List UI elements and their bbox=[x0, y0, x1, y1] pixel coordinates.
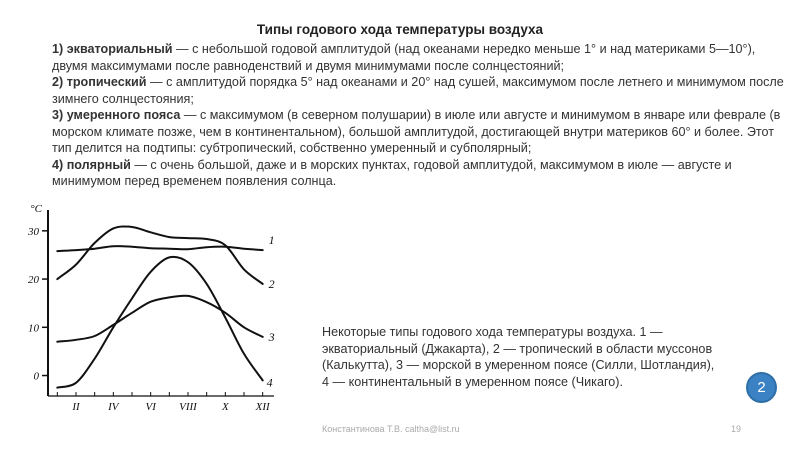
x-tick-label: IV bbox=[108, 401, 119, 413]
figure-caption: Некоторые типы годового хода температуры воздуха. 1 — экваториальный (Джакарта), 2 — тропический в области муссонов (Калькутта), 3 — морской в умеренном поясе (Силли, Шотландия), 4 — континентальный в умеренном поясе (Чикаго). bbox=[322, 325, 715, 389]
item-equatorial bbox=[12, 41, 792, 74]
series-label-1: 1 bbox=[268, 233, 275, 248]
x-tick-label: VI bbox=[145, 401, 156, 413]
series-label-2: 2 bbox=[268, 276, 275, 291]
y-tick-label: 30 bbox=[28, 225, 39, 238]
chart-svg bbox=[10, 198, 300, 422]
item-text: — с очень большой, даже и в морских пунктах, годовой амплитудой, максимумом в июле — августе и минимумом перед временем появления солнца. bbox=[52, 157, 732, 188]
series-line-2 bbox=[57, 226, 262, 283]
chart-series bbox=[57, 226, 262, 387]
x-tick-label: X bbox=[221, 401, 229, 413]
item-text: — с максимумом (в северном полушарии) в июле или августе и минимумом в январе или феврале (в морском климате позже, чем в континентальном), большой амплитудой, достигающей внутри материков 60° и более. Этот тип делится на подтипы: субтропический, собственно умеренный и субполярный; bbox=[52, 108, 781, 155]
item-temperate bbox=[12, 107, 792, 157]
item-polar bbox=[12, 157, 792, 190]
body-text bbox=[12, 41, 792, 190]
series-line-3 bbox=[57, 296, 262, 342]
y-tick-label: 10 bbox=[28, 322, 39, 335]
series-label-3: 3 bbox=[268, 329, 275, 344]
slide-badge[interactable]: 2 bbox=[746, 372, 777, 403]
chart-axes bbox=[42, 210, 274, 396]
x-tick-label: II bbox=[72, 401, 80, 413]
item-text: — с амплитудой порядка 5° над океанами и 20° над сушей, максимумом после летнего и минимумом после зимнего солнцестояния; bbox=[52, 75, 784, 106]
temperature-chart bbox=[10, 198, 300, 422]
x-tick-label: VIII bbox=[179, 401, 197, 413]
item-lead: 3) умеренного пояса bbox=[52, 108, 181, 122]
y-tick-label: 20 bbox=[28, 274, 39, 287]
series-line-4 bbox=[57, 257, 262, 388]
slide-title: Типы годового хода температуры воздуха bbox=[256, 22, 544, 37]
y-tick-label: 0 bbox=[33, 370, 39, 383]
series-label-4: 4 bbox=[266, 375, 273, 390]
item-text: — с небольшой годовой амплитудой (над океанами нередко меньше 1° и над материками 5—10°), двумя максимумами после равноденствий и двумя минимумами после солнцестояний; bbox=[52, 42, 756, 73]
footer-author: Константинова Т.В. caltha@list.ru bbox=[322, 424, 460, 434]
page-number: 19 bbox=[731, 424, 742, 434]
item-lead: 4) полярный bbox=[52, 157, 131, 172]
item-lead: 2) тропический bbox=[52, 75, 147, 89]
y-axis-unit: °C bbox=[30, 203, 42, 215]
item-tropical bbox=[12, 74, 792, 107]
chart-labels bbox=[27, 203, 275, 413]
item-lead: 1) экваториальный bbox=[52, 42, 173, 56]
x-tick-label: XII bbox=[255, 401, 270, 413]
